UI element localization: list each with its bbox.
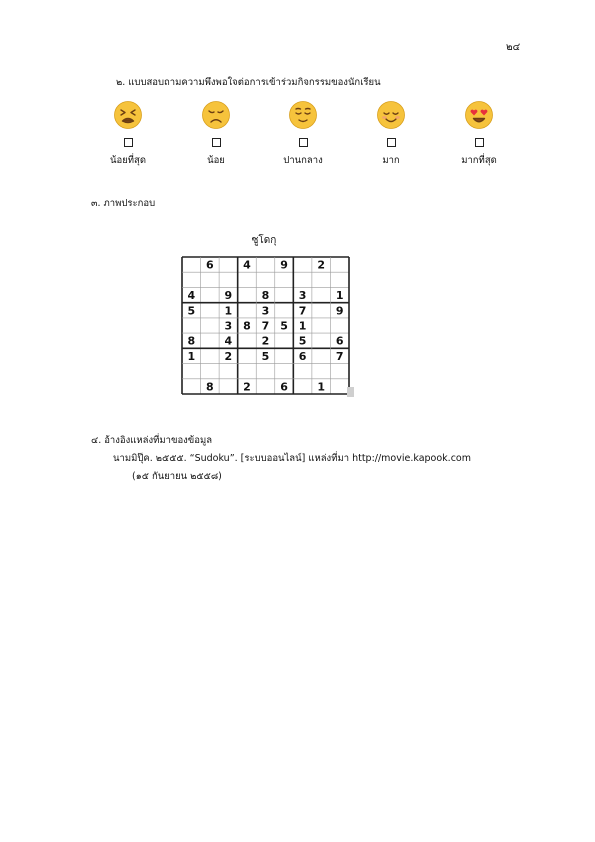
sudoku-cell-value: 5	[298, 334, 307, 348]
sudoku-cell-value: 3	[261, 304, 270, 318]
sudoku-cell-value: 2	[243, 380, 251, 394]
sudoku-cell-value: 6	[298, 349, 307, 363]
sudoku-cell-value: 8	[243, 319, 251, 333]
sudoku-cell-value: 8	[187, 334, 196, 348]
sudoku-cell-value: 2	[317, 258, 325, 272]
satisfaction-checkbox[interactable]	[212, 138, 221, 147]
sudoku-cell-value: 9	[335, 304, 344, 318]
satisfaction-label: ปานกลาง	[283, 155, 323, 166]
heart-eyes-face-icon	[464, 100, 494, 130]
sudoku-cell-value: 6	[206, 258, 214, 272]
satisfaction-option	[444, 100, 514, 168]
satisfaction-checkbox[interactable]	[299, 138, 308, 147]
satisfaction-label: มาก	[382, 155, 400, 166]
section-3-heading: ๓. ภาพประกอบ	[91, 198, 156, 209]
reference-line-1: นามมิปุ๊ค. ๒๕๕๕. “Sudoku”. [ระบบออนไลน์] แหล่งที่มา http://movie.kapook.com	[113, 453, 471, 464]
sudoku-grid	[181, 256, 356, 396]
sudoku-cell-value: 5	[280, 319, 288, 333]
satisfaction-option	[356, 100, 426, 168]
disappointed-face-icon	[201, 100, 231, 130]
sudoku-cell-value: 3	[298, 289, 307, 303]
sudoku-cell-value: 2	[261, 334, 270, 348]
sudoku-cell-value: 9	[280, 258, 288, 272]
page-number: ๒๔	[506, 42, 521, 53]
sudoku-cell-value: 6	[335, 334, 344, 348]
sudoku-cell-value: 1	[187, 349, 196, 363]
satisfaction-option	[268, 100, 338, 168]
smiling-face-icon	[376, 100, 406, 130]
tired-face-icon	[113, 100, 143, 130]
sudoku-cell-value: 1	[298, 319, 307, 333]
sudoku-cell-value: 4	[243, 258, 251, 272]
sudoku-cell-value: 1	[335, 289, 344, 303]
satisfaction-label: น้อยที่สุด	[110, 155, 146, 166]
sudoku-cell-value: 4	[224, 334, 233, 348]
sudoku-cell-value: 8	[206, 380, 214, 394]
sudoku-cell-value: 8	[261, 289, 270, 303]
satisfaction-checkbox[interactable]	[387, 138, 396, 147]
section-4-heading: ๔. อ้างอิงแหล่งที่มาของข้อมูล	[91, 435, 213, 446]
sudoku-cell-value: 1	[224, 304, 233, 318]
sudoku-image-shadow	[347, 387, 354, 397]
satisfaction-checkbox[interactable]	[124, 138, 133, 147]
sudoku-cell-value: 5	[261, 349, 270, 363]
sudoku-cell-value: 3	[224, 319, 233, 333]
sudoku-cell-value: 1	[317, 380, 325, 394]
sudoku-cell-value: 7	[261, 319, 270, 333]
sudoku-cell-value: 4	[187, 289, 196, 303]
sudoku-cell-value: 2	[224, 349, 233, 363]
sudoku-cell-value: 6	[280, 380, 288, 394]
satisfaction-scale	[0, 100, 595, 180]
satisfaction-label: มากที่สุด	[461, 155, 497, 166]
satisfaction-checkbox[interactable]	[475, 138, 484, 147]
sudoku-cell-value: 9	[224, 289, 233, 303]
sudoku-title: ซูโดกุ	[251, 235, 277, 246]
reference-line-2: (๑๕ กันยายน ๒๕๕๘)	[132, 471, 222, 482]
satisfaction-label: น้อย	[207, 155, 225, 166]
sudoku-cell-value: 7	[335, 349, 344, 363]
satisfaction-option	[181, 100, 251, 168]
relieved-face-icon	[288, 100, 318, 130]
satisfaction-option	[93, 100, 163, 168]
sudoku-cell-value: 5	[187, 304, 196, 318]
sudoku-cell-value: 7	[298, 304, 307, 318]
section-2-heading: ๒. แบบสอบถามความพึงพอใจต่อการเข้าร่วมกิจกรรมของนักเรียน	[116, 77, 381, 88]
